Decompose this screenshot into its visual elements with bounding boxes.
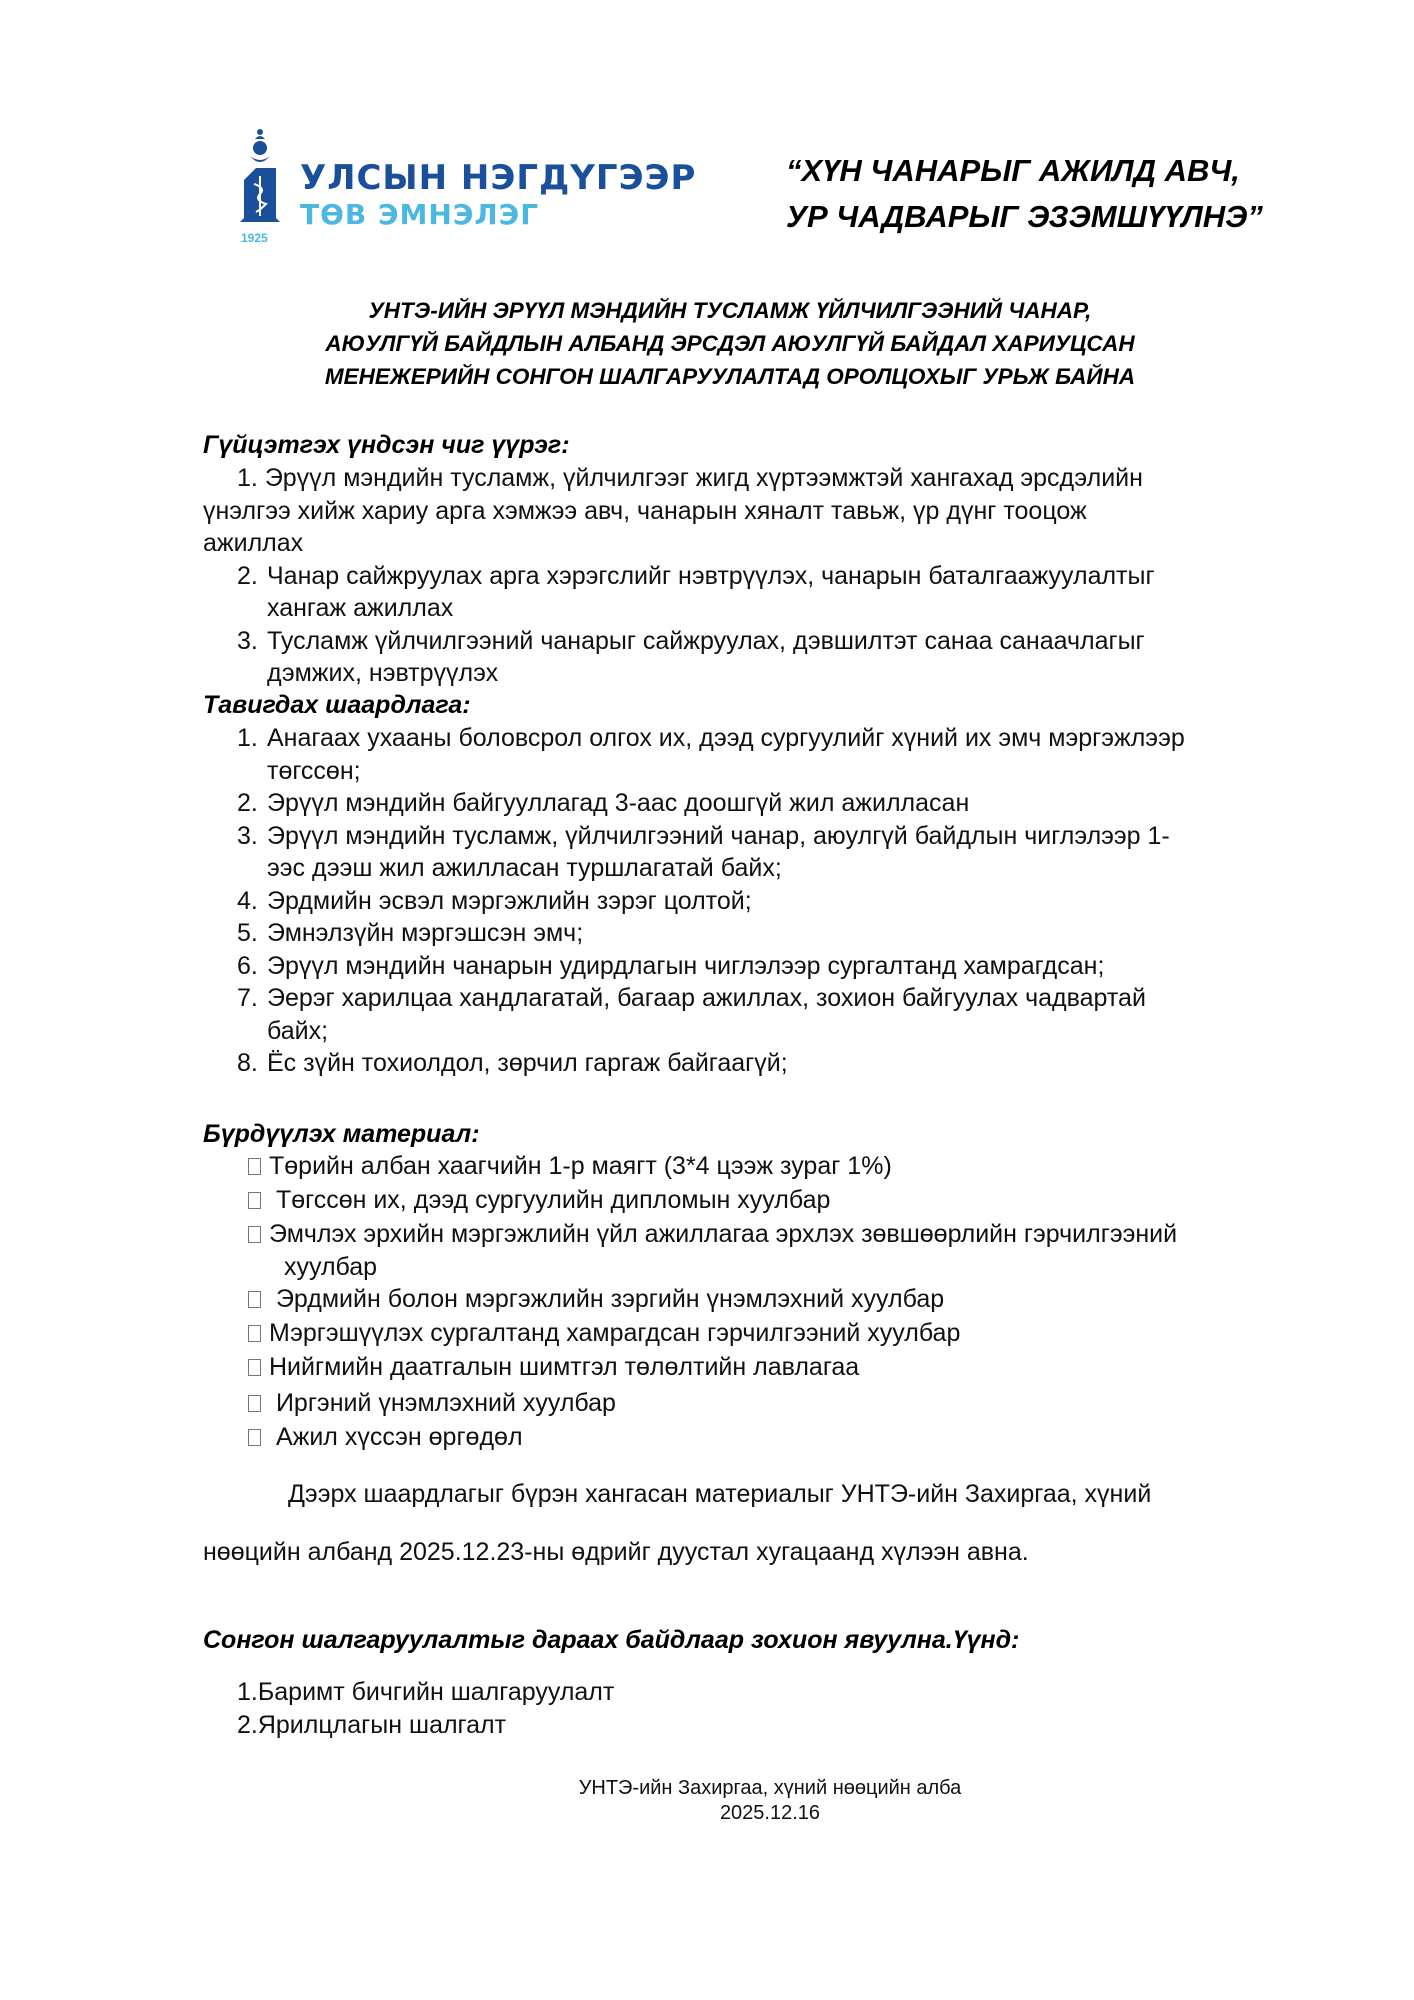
- requirement-item-3: 3. Эрүүл мэндийн тусламж, үйлчилгээний чанар, аюулгүй байдлын чиглэлээр 1- ээс дээш жил ажилласан туршлагатай байх;: [237, 821, 1170, 882]
- materials-list: [248, 1150, 1338, 1455]
- bullet-box-icon: [248, 1158, 261, 1175]
- duty-item-1: 1. Эрүүл мэндийн тусламж, үйлчилгээг жигд хүртээмжтэй хангахад эрсдэлийн үнэлгээ хийж хариу арга хэмжээ авч, чанарын хяналт тавьж, үр дүнг тооцож ажиллах: [203, 464, 1143, 557]
- selection-list: [237, 1676, 614, 1741]
- bullet-box-icon: [248, 1291, 261, 1308]
- bullet-box-icon: [248, 1395, 261, 1412]
- material-item-3: Эмчлэх эрхийн мэргэжлийн үйл ажиллагаа эрхлэх зөвшөөрлийн гэрчилгээний хуулбар: [248, 1218, 1338, 1283]
- title-line2: АЮУЛГҮЙ БАЙДЛЫН АЛБАНД ЭРСДЭЛ АЮУЛГҮЙ БАЙДАЛ ХАРИУЦСАН: [325, 331, 1135, 356]
- logo-year: 1925: [241, 231, 268, 245]
- material-item-5: Мэргэшүүлэх сургалтанд хамрагдсан гэрчилгээний хуулбар: [248, 1317, 1338, 1351]
- document-title: [200, 294, 1260, 393]
- requirement-item-5: 5. Эмнэлзүйн мэргэшсэн эмч;: [237, 919, 584, 947]
- materials-heading: Бүрдүүлэх материал:: [203, 1120, 480, 1148]
- footer-date: 2025.12.16: [719, 1802, 821, 1824]
- bullet-box-icon: [248, 1226, 261, 1243]
- title-line3: МЕНЕЖЕРИЙН СОНГОН ШАЛГАРУУЛАЛТАД ОРОЛЦОХЫГ УРЬЖ БАЙНА: [324, 364, 1136, 389]
- selection-item-1: 1.Баримт бичгийн шалгаруулалт: [237, 1678, 615, 1706]
- requirement-item-4: 4. Эрдмийн эсвэл мэргэжлийн зэрэг цолтой;: [237, 886, 752, 915]
- requirement-item-7: 7. Эерэг харилцаа хандлагатай, багаар ажиллах, зохион байгуулах чадвартай байх;: [237, 984, 1146, 1045]
- motto: [786, 148, 1346, 240]
- duty-item-2: 2. Чанар сайжруулах арга хэрэгслийг нэвтрүүлэх, чанарын баталгаажуулалтыг хангаж ажиллах: [237, 561, 1155, 622]
- material-item-8: Ажил хүссэн өргөдөл: [248, 1421, 1338, 1455]
- material-item-7: Иргэний үнэмлэхний хуулбар: [248, 1387, 1338, 1421]
- soyombo-emblem-icon: [238, 128, 282, 228]
- logo-line1: УЛСЫН НЭГДҮГЭЭР: [300, 158, 697, 198]
- selection-heading: Сонгон шалгаруулалтыг дараах байдлаар зохион явуулна.Үүнд:: [203, 1626, 1020, 1654]
- selection-item-2: 2.Ярилцлагын шалгалт: [237, 1710, 507, 1739]
- submission-line1: Дээрх шаардлагыг бүрэн хангасан материалыг УНТЭ-ийн Захиргаа, хүний: [288, 1480, 1152, 1508]
- submission-line2: нөөцийн албанд 2025.12.23-ны өдрийг дуустал хугацаанд хүлээн авна.: [203, 1538, 1029, 1566]
- bullet-box-icon: [248, 1429, 261, 1446]
- footer-department: УНТЭ-ийн Захиргаа, хүний нөөцийн алба: [578, 1777, 962, 1799]
- material-item-6: Нийгмийн даатгалын шимтгэл төлөлтийн лавлагаа: [248, 1351, 1338, 1387]
- requirement-item-1: 1. Анагаах ухааны боловсрол олгох их, дээд сургуулийг хүний их эмч мэргэжлээр төгссөн;: [237, 724, 1185, 785]
- footer-signature: [500, 1776, 1040, 1826]
- bullet-box-icon: [248, 1325, 261, 1342]
- duties-list: [203, 462, 1337, 690]
- title-line1: УНТЭ-ИЙН ЭРҮҮЛ МЭНДИЙН ТУСЛАМЖ ҮЙЛЧИЛГЭЭНИЙ ЧАНАР,: [368, 298, 1092, 323]
- logo-line2: ТӨВ ЭМНЭЛЭГ: [300, 198, 540, 231]
- material-item-4: Эрдмийн болон мэргэжлийн зэргийн үнэмлэхний хуулбар: [248, 1283, 1338, 1317]
- duties-heading: Гүйцэтгэх үндсэн чиг үүрэг:: [203, 431, 570, 459]
- requirements-heading: Тавигдах шаардлага:: [203, 691, 471, 719]
- material-item-2: Төгссөн их, дээд сургуулийн дипломын хуулбар: [248, 1184, 1338, 1218]
- requirement-item-8: 8. Ёс зүйн тохиолдол, зөрчил гаргаж байгаагүй;: [237, 1049, 788, 1077]
- duty-item-3: 3. Тусламж үйлчилгээний чанарыг сайжруулах, дэвшилтэт санаа санаачлагыг дэмжих, нэвтрүүлэх: [237, 626, 1145, 687]
- bullet-box-icon: [248, 1192, 261, 1209]
- requirement-item-6: 6. Эрүүл мэндийн чанарын удирдлагын чиглэлээр сургалтанд хамрагдсан;: [237, 951, 1105, 980]
- requirements-list: [237, 722, 1337, 1080]
- motto-line1: “ХҮН ЧАНАРЫГ АЖИЛД АВЧ,: [786, 153, 1240, 188]
- bullet-box-icon: [248, 1359, 261, 1376]
- requirement-item-2: 2. Эрүүл мэндийн байгууллагад 3-аас доошгүй жил ажилласан: [237, 789, 970, 817]
- motto-line2: УР ЧАДВАРЫГ ЭЗЭМШҮҮЛНЭ”: [786, 199, 1263, 234]
- material-item-1: Төрийн албан хаагчийн 1-р маягт (3*4 цээж зураг 1%): [248, 1150, 1338, 1184]
- hospital-logo: [238, 128, 697, 248]
